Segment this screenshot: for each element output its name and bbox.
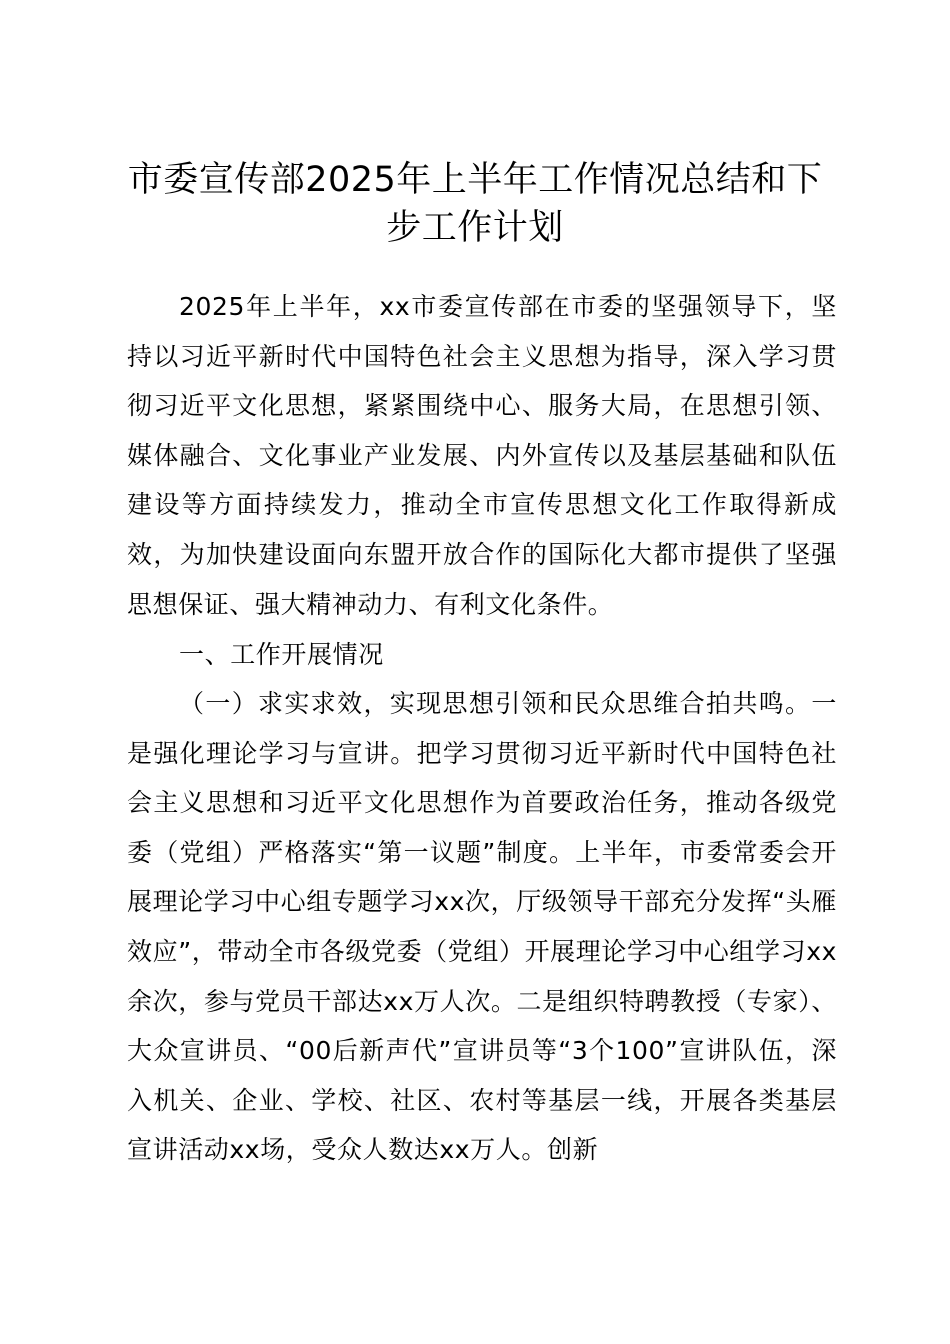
document-title: 市委宣传部2025年上半年工作情况总结和下步工作计划: [127, 160, 823, 248]
section-one-paragraph: （一）求实求效，实现思想引领和民众思维合拍共鸣。一是强化理论学习与宣讲。把学习贯彻习近平新时代中国特色社会主义思想和习近平文化思想作为首要政治任务，推动各级党委（党组）严格落实“第一议题”制度。上半年，市委常委会开展理论学习中心组专题学习xx次，厅级领导干部充分发挥“头雁效应”，带动全市各级党委（党组）开展理论学习中心组学习xx余次，参与党员干部达xx万人次。二是组织特聘教授（专家）、大众宣讲员、“00后新声代”宣讲员等“3个100”宣讲队伍，深入机关、企业、学校、社区、农村等基层一线，开展各类基层宣讲活动xx场，受众人数达xx万人。创新: [127, 689, 837, 1165]
section-heading: 一、工作开展情况: [179, 640, 384, 669]
intro-paragraph: 2025年上半年，xx市委宣传部在市委的坚强领导下，坚持以习近平新时代中国特色社会主义思想为指导，深入学习贯彻习近平文化思想，紧紧围绕中心、服务大局，在思想引领、媒体融合、文化事业产业发展、内外宣传以及基层基础和队伍建设等方面持续发力，推动全市宣传思想文化工作取得新成效，为加快建设面向东盟开放合作的国际化大都市提供了坚强思想保证、强大精神动力、有利文化条件。: [127, 292, 837, 619]
